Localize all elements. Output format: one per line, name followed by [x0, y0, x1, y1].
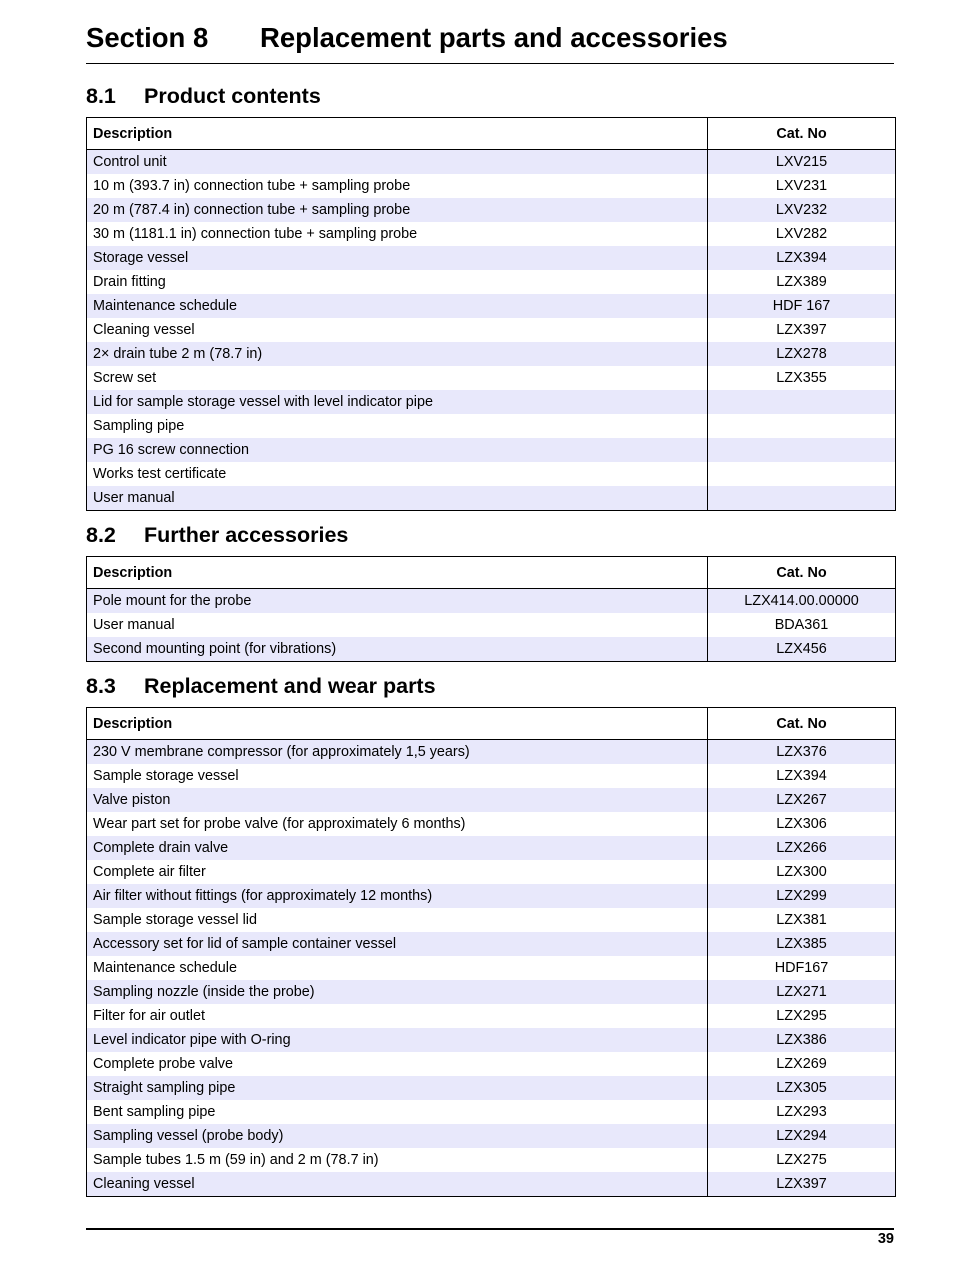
row-description: Works test certificate	[87, 462, 708, 486]
table-row	[87, 246, 896, 270]
row-cat-no: LXV215	[708, 150, 896, 175]
heading-title: Replacement and wear parts	[144, 674, 436, 698]
row-cat-no: LZX271	[708, 980, 896, 1004]
title-divider	[86, 63, 894, 64]
row-description: Cleaning vessel	[87, 318, 708, 342]
heading-title: Further accessories	[144, 523, 349, 547]
table-row	[87, 342, 896, 366]
row-cat-no: LZX278	[708, 342, 896, 366]
table-row	[87, 764, 896, 788]
table-row	[87, 884, 896, 908]
table-row	[87, 637, 896, 662]
product-contents-rows	[87, 150, 896, 511]
table-row	[87, 390, 896, 414]
table-row	[87, 1028, 896, 1052]
row-description: Accessory set for lid of sample container vessel	[87, 932, 708, 956]
row-cat-no: LZX295	[708, 1004, 896, 1028]
table-row	[87, 222, 896, 246]
section-number: Section 8	[86, 22, 209, 53]
row-cat-no: LZX355	[708, 366, 896, 390]
table-row	[87, 812, 896, 836]
row-description: Screw set	[87, 366, 708, 390]
row-cat-no: LZX381	[708, 908, 896, 932]
table-row	[87, 1148, 896, 1172]
further-accessories-table	[86, 556, 896, 662]
column-header-cat-no: Cat. No	[708, 557, 896, 589]
row-cat-no	[708, 390, 896, 414]
row-description: 20 m (787.4 in) connection tube + sampling probe	[87, 198, 708, 222]
row-description: Cleaning vessel	[87, 1172, 708, 1197]
row-cat-no: BDA361	[708, 613, 896, 637]
table-row	[87, 836, 896, 860]
table-row	[87, 980, 896, 1004]
row-cat-no: LXV282	[708, 222, 896, 246]
row-description: Filter for air outlet	[87, 1004, 708, 1028]
row-description: Storage vessel	[87, 246, 708, 270]
row-description: Drain fitting	[87, 270, 708, 294]
table-header-row	[87, 708, 896, 740]
row-cat-no: LZX305	[708, 1076, 896, 1100]
row-cat-no: LZX269	[708, 1052, 896, 1076]
table-row	[87, 589, 896, 614]
heading-further-accessories	[86, 522, 348, 548]
table-row	[87, 318, 896, 342]
row-description: User manual	[87, 613, 708, 637]
row-cat-no: HDF167	[708, 956, 896, 980]
row-description: Complete drain valve	[87, 836, 708, 860]
table-row	[87, 1100, 896, 1124]
row-description: Straight sampling pipe	[87, 1076, 708, 1100]
row-description: 230 V membrane compressor (for approximately 1,5 years)	[87, 740, 708, 765]
table-row	[87, 956, 896, 980]
column-header-description: Description	[87, 708, 708, 740]
row-description: User manual	[87, 486, 708, 511]
column-header-description: Description	[87, 118, 708, 150]
row-cat-no	[708, 414, 896, 438]
row-cat-no: LZX394	[708, 246, 896, 270]
table-row	[87, 932, 896, 956]
row-description: Complete air filter	[87, 860, 708, 884]
row-description: Sampling nozzle (inside the probe)	[87, 980, 708, 1004]
row-cat-no	[708, 462, 896, 486]
row-cat-no: LXV232	[708, 198, 896, 222]
table-row	[87, 1052, 896, 1076]
row-description: Bent sampling pipe	[87, 1100, 708, 1124]
table-row	[87, 1076, 896, 1100]
table-row	[87, 174, 896, 198]
row-description: Valve piston	[87, 788, 708, 812]
table-row	[87, 294, 896, 318]
row-cat-no: LZX275	[708, 1148, 896, 1172]
table-row	[87, 788, 896, 812]
row-cat-no: LZX456	[708, 637, 896, 662]
column-header-description: Description	[87, 557, 708, 589]
column-header-cat-no: Cat. No	[708, 118, 896, 150]
row-cat-no: LXV231	[708, 174, 896, 198]
row-cat-no: LZX306	[708, 812, 896, 836]
row-description: Sampling vessel (probe body)	[87, 1124, 708, 1148]
heading-title: Product contents	[144, 84, 321, 108]
table-row	[87, 908, 896, 932]
table-row	[87, 462, 896, 486]
table-row	[87, 486, 896, 511]
row-cat-no	[708, 486, 896, 511]
table-row	[87, 438, 896, 462]
table-row	[87, 740, 896, 765]
row-description: Sample storage vessel	[87, 764, 708, 788]
row-cat-no: LZX385	[708, 932, 896, 956]
row-description: Lid for sample storage vessel with level indicator pipe	[87, 390, 708, 414]
heading-product-contents	[86, 83, 321, 109]
footer-divider	[86, 1228, 894, 1230]
table-row	[87, 1172, 896, 1197]
page-number: 39	[877, 1231, 894, 1247]
heading-number: 8.3	[86, 674, 116, 698]
heading-number: 8.2	[86, 523, 116, 547]
row-description: Sampling pipe	[87, 414, 708, 438]
heading-number: 8.1	[86, 84, 116, 108]
row-cat-no: LZX414.00.00000	[708, 589, 896, 614]
further-accessories-rows	[87, 589, 896, 662]
table-row	[87, 150, 896, 175]
row-cat-no: HDF 167	[708, 294, 896, 318]
row-cat-no: LZX266	[708, 836, 896, 860]
row-description: PG 16 screw connection	[87, 438, 708, 462]
row-cat-no: LZX376	[708, 740, 896, 765]
row-description: 10 m (393.7 in) connection tube + sampling probe	[87, 174, 708, 198]
row-cat-no: LZX300	[708, 860, 896, 884]
row-description: Maintenance schedule	[87, 956, 708, 980]
row-cat-no: LZX294	[708, 1124, 896, 1148]
row-cat-no: LZX293	[708, 1100, 896, 1124]
row-cat-no: LZX397	[708, 1172, 896, 1197]
row-cat-no	[708, 438, 896, 462]
row-description: Complete probe valve	[87, 1052, 708, 1076]
row-description: Sample storage vessel lid	[87, 908, 708, 932]
replacement-wear-parts-rows	[87, 740, 896, 1197]
table-row	[87, 613, 896, 637]
row-description: Second mounting point (for vibrations)	[87, 637, 708, 662]
section-title: Replacement parts and accessories	[260, 22, 728, 53]
page-title	[86, 20, 894, 56]
row-description: Level indicator pipe with O-ring	[87, 1028, 708, 1052]
heading-replacement-wear-parts	[86, 673, 436, 699]
table-row	[87, 1004, 896, 1028]
row-description: 30 m (1181.1 in) connection tube + sampling probe	[87, 222, 708, 246]
table-header-row	[87, 118, 896, 150]
table-row	[87, 1124, 896, 1148]
row-cat-no: LZX397	[708, 318, 896, 342]
row-description: Air filter without fittings (for approximately 12 months)	[87, 884, 708, 908]
table-row	[87, 366, 896, 390]
row-cat-no: LZX299	[708, 884, 896, 908]
row-description: Sample tubes 1.5 m (59 in) and 2 m (78.7 in)	[87, 1148, 708, 1172]
table-row	[87, 270, 896, 294]
row-cat-no: LZX389	[708, 270, 896, 294]
table-row	[87, 414, 896, 438]
row-description: Control unit	[87, 150, 708, 175]
column-header-cat-no: Cat. No	[708, 708, 896, 740]
table-row	[87, 860, 896, 884]
row-cat-no: LZX386	[708, 1028, 896, 1052]
table-row	[87, 198, 896, 222]
row-description: Wear part set for probe valve (for approximately 6 months)	[87, 812, 708, 836]
table-header-row	[87, 557, 896, 589]
row-description: Maintenance schedule	[87, 294, 708, 318]
product-contents-table	[86, 117, 896, 511]
row-cat-no: LZX394	[708, 764, 896, 788]
row-description: 2× drain tube 2 m (78.7 in)	[87, 342, 708, 366]
row-description: Pole mount for the probe	[87, 589, 708, 614]
replacement-wear-parts-table	[86, 707, 896, 1197]
row-cat-no: LZX267	[708, 788, 896, 812]
